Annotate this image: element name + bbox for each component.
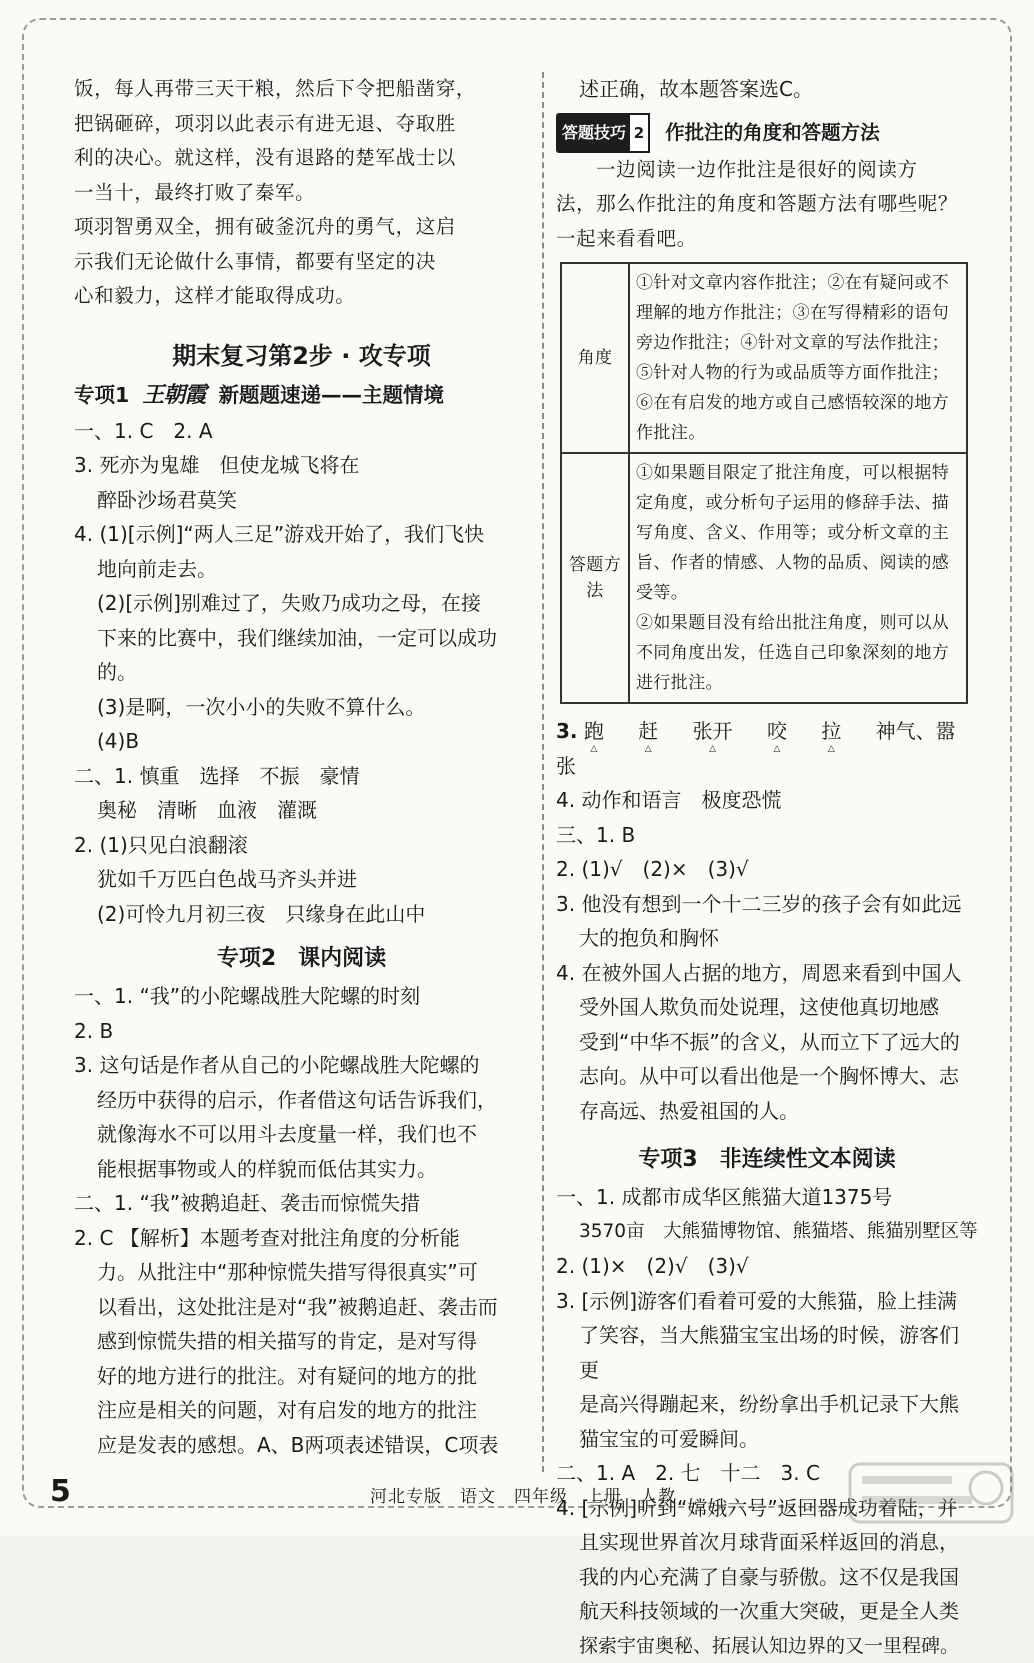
section-2-title: 专项2 课内阅读: [216, 946, 387, 971]
left-column: [74, 72, 529, 1462]
section-3-title: 专项3 非连续性文本阅读: [638, 1147, 896, 1172]
dotted-word: 张开 △: [693, 714, 733, 749]
table-row: [561, 263, 967, 453]
watermark-logo-icon: [846, 1458, 1016, 1528]
column-divider: [542, 72, 544, 1472]
right-column: [556, 72, 978, 1663]
intro-paragraph: 饭，每人再带三天干粮，然后下令把船凿穿， 把锅砸碎，项羽以此表示有进无退、夺取胜 利的决心。就这样，没有退路的楚军战士以 一当十，最终打败了秦军。: [74, 77, 477, 204]
section-1-title: 专项1 王朝霞 新题题速递——主题情境: [74, 381, 445, 408]
page-footer: [50, 1474, 984, 1514]
tip-heading: [556, 113, 978, 153]
dotted-word: 跑 △: [584, 714, 604, 749]
dotted-word: 赶 △: [638, 714, 658, 749]
table-row: [561, 453, 967, 703]
question-3-words: 3. 跑 △ 赶 △ 张开 △ 咬 △ 拉 △ 神气、嚣张: [556, 714, 978, 783]
continued-answer: 述正确，故本题答案选C。: [579, 77, 813, 101]
intro-paragraph-2: 项羽智勇双全，拥有破釜沉舟的勇气，这启 示我们无论做什么事情，都要有坚定的决 心和毅力，这样才能取得成功。: [74, 215, 456, 307]
row-content-method: ①如果题目限定了批注角度，可以根据特定角度，或分析句子运用的修辞手法、描写角度、含义、作用等；或分析文章的主旨、作者的情感、人物的品质、阅读的感受等。 ②如果题目没有给出批注角度，则可以从不同角度出发，任选自己印象深刻的地方进行批注。: [629, 453, 967, 703]
footer-info: 河北专版 语文 四年级 上册 人教: [370, 1487, 676, 1507]
right-answers: 4. 动作和语言 极度恐慌 三、1. B 2. (1)√ (2)× (3)√ 3. 他没有想到一个十二三岁的孩子会有如此远 大的抱负和胸怀 4. 在被外国人占据的地方，周恩来看到中国人 受外国人欺负而处说理，这使他真切地感 受到“中华不振”的含义，从而立下了远大的 志向。从中可以看出他是一个胸怀博大、志 存高远、热爱祖国的人。: [556, 788, 962, 1123]
row-label-angle: 角度: [561, 263, 629, 453]
row-content-angle: ①针对文章内容作批注；②在有疑问或不理解的地方作批注；③在写得精彩的语句旁边作批注；④针对文章的写法作批注；⑤针对人物的行为或品质等方面作批注；⑥在有启发的地方或自己感悟较深的地方作批注。: [629, 263, 967, 453]
tip-number: 2: [628, 113, 650, 153]
section-3-answers: 一、1. 成都市成华区熊猫大道1375号 3570亩 大熊猫博物馆、熊猫塔、熊猫别墅区等 2. (1)× (2)√ (3)√ 3. [示例]游客们看着可爱的大熊猫，脸上挂满 了笑容，当大熊猫宝宝出场的时候，游客们更 是高兴得蹦起来，纷纷拿出手机记录下大熊 猫宝宝的可爱瞬间。 二、1. A 2. 七 十二 3. C 4. [示例]听到“嫦娥六号”返回器成功着陆，并 且实现世界首次月球背面采样返回的消息， 我的内心充满了自豪与骄傲。这不仅是我国 航天科技领域的一次重大突破，更是全人类 探索宇宙奥秘、拓展认知边界的又一里程碑。: [556, 1185, 978, 1657]
annotation-method-table: [560, 262, 968, 704]
word: 神气、嚣张: [556, 719, 956, 778]
tip-intro: 一边阅读一边作批注是很好的阅读方 法，那么作批注的角度和答题方法有哪些呢？ 一起来看看吧。: [556, 157, 959, 250]
tip-title: 作批注的角度和答题方法: [665, 120, 880, 144]
tip-badge: 答题技巧: [556, 113, 632, 153]
dotted-word: 拉 △: [821, 714, 841, 749]
page-number: 5: [50, 1474, 71, 1509]
section-2-answers: 一、1. “我”的小陀螺战胜大陀螺的时刻 2. B 3. 这句话是作者从自己的小陀螺战胜大陀螺的 经历中获得的启示，作者借这句话告诉我们， 就像海水不可以用斗去度量一样，我们也不 能根据事物或人的样貌而低估其实力。 二、1. “我”被鹅追赶、袭击而惊慌失措 2. C 【解析】本题考查对批注角度的分析能 力。从批注中“那种惊慌失措写得很真实”可 以看出，这处批注是对“我”被鹅追赶、袭击而 感到惊慌失措的相关描写的肯定，是对写得 好的地方进行的批注。对有疑问的地方的批 注应是相关的问题，对有启发的地方的批注 应是发表的感想。A、B两项表述错误，C项表: [74, 984, 499, 1457]
dotted-word: 咬 △: [767, 714, 787, 749]
row-label-method: 答题方法: [561, 453, 629, 703]
section-1-answers: 一、1. C 2. A 3. 死亦为鬼雄 但使龙城飞将在 醉卧沙场君莫笑 4. (1)[示例]“两人三足”游戏开始了，我们飞快 地向前走去。 (2)[示例]别难过了，失败乃成功之母，在接 下来的比赛中，我们继续加油，一定可以成功 的。 (3)是啊，一次小小的失败不算什么。 (4)B 二、1. 慎重 选择 不振 豪情 奥秘 清晰 血液 灌溉 2. (1)只见白浪翻滚 犹如千万匹白色战马齐头并进 (2)可怜九月初三夜 只缘身在此山中: [74, 418, 497, 926]
brand-logo: 王朝霞: [142, 381, 206, 408]
main-title: 期末复习第2步 · 攻专项: [172, 341, 431, 370]
